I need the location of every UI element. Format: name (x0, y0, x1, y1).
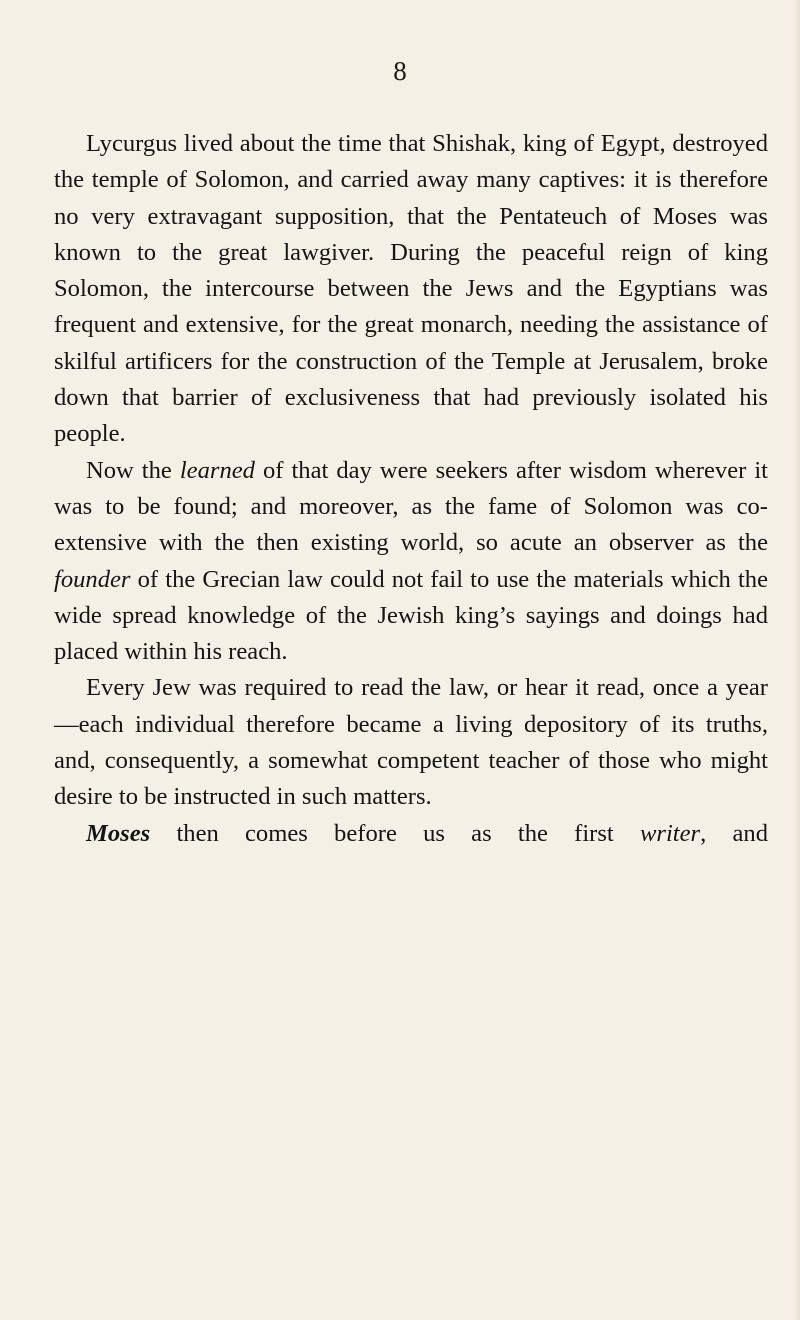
italic-word-founder: founder (54, 565, 131, 593)
paragraph-4 (54, 816, 768, 852)
page-edge-shadow (794, 0, 800, 1320)
paragraph-text: , and (700, 819, 769, 847)
paragraph-3 (54, 670, 768, 815)
italic-word-learned: learned (179, 456, 255, 484)
paragraph-text: Lycurgus lived about the time that Shishak, king of Egypt, destroyed the temple of Solomon, and carried away many captives: it is therefore no very extravagant supposition, that the Pentateuch of Moses was known to the great lawgiver. During the peaceful reign of king Solomon, the intercourse between the Jews and the Egyptians was frequent and extensive, for the great monarch, needing the assistance of skilful artificers for the construction of the Temple at Jerusalem, broke down that barrier of exclusiveness that had previously isolated his people. (54, 130, 768, 448)
paragraph-text: Every Jew was required to read the law, or hear it read, once a year—each individual therefore became a living depository of its truths, and, consequently, a somewhat competent teacher of those who might desire to be instructed in such matters. (54, 674, 768, 811)
paragraph-text: then comes before us as the first (150, 819, 640, 847)
body-text (54, 126, 768, 852)
paragraph-text: Now the (86, 456, 180, 484)
paragraph-text: of that day were seekers after wisdom wherever it was to be found; and moreover, as the fame of Solomon was co-extensive with the then existing world, so acute an observer as the (54, 456, 768, 557)
paragraph-1 (54, 126, 768, 453)
italic-word-writer: writer (639, 819, 701, 847)
bold-italic-word-moses: Moses (86, 819, 151, 847)
page-number: 8 (393, 56, 407, 86)
paragraph-2 (54, 453, 768, 671)
paragraph-text: of the Grecian law could not fail to use the materials which the wide spread knowledge of the Jewish king’s sayings and doings had placed within his reach. (54, 565, 768, 666)
